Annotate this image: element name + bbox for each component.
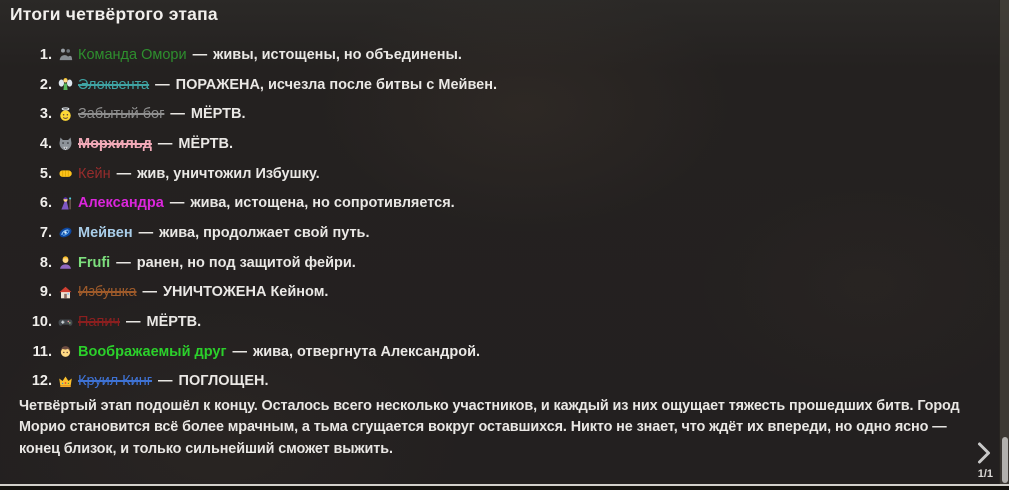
list-item bbox=[0, 188, 1009, 218]
status-text: ПОРАЖЕНА, исчезла после битвы с Мейвен. bbox=[175, 76, 498, 93]
separator-dash: — bbox=[157, 135, 173, 152]
participant bbox=[54, 106, 164, 122]
status-text: ПОГЛОЩЕН. bbox=[178, 373, 269, 390]
cyclone-icon bbox=[58, 225, 73, 240]
chevron-right-icon[interactable] bbox=[976, 441, 992, 465]
participant-name: Морхильд bbox=[78, 135, 152, 152]
list-item bbox=[0, 307, 1009, 337]
participant-name: Папич bbox=[78, 314, 120, 331]
item-number: 7. bbox=[39, 224, 52, 241]
participant bbox=[54, 344, 226, 360]
fairy-icon bbox=[58, 77, 73, 92]
item-number: 8. bbox=[39, 254, 52, 271]
participant bbox=[54, 195, 164, 211]
participant bbox=[54, 77, 149, 93]
list-item bbox=[0, 337, 1009, 367]
separator-dash: — bbox=[138, 224, 154, 241]
participant-name: Мейвен bbox=[78, 224, 133, 241]
participant bbox=[54, 47, 187, 63]
status-text: МЁРТВ. bbox=[190, 106, 246, 123]
separator-dash: — bbox=[169, 195, 185, 212]
separator-dash: — bbox=[126, 314, 141, 331]
list-item bbox=[0, 129, 1009, 159]
participant bbox=[54, 255, 110, 271]
list-item bbox=[0, 367, 1009, 397]
status-text: живы, истощены, но объединены. bbox=[213, 46, 462, 63]
game-controller-icon bbox=[58, 315, 73, 330]
participant-name: Элоквента bbox=[78, 76, 150, 93]
face-with-halo-icon bbox=[58, 107, 73, 122]
item-number: 2. bbox=[39, 76, 52, 93]
participant-name: Frufi bbox=[78, 254, 111, 271]
separator-dash: — bbox=[192, 46, 208, 63]
status-text: жива, отвергнута Александрой. bbox=[252, 343, 481, 360]
list-item bbox=[0, 218, 1009, 248]
separator-dash: — bbox=[116, 254, 131, 271]
participant-name: Круил Кинг bbox=[78, 373, 153, 390]
item-number: 3. bbox=[39, 106, 52, 123]
participant-name: Избушка bbox=[78, 284, 137, 301]
separator-dash: — bbox=[170, 106, 185, 123]
participant bbox=[54, 314, 120, 330]
item-number: 4. bbox=[39, 135, 52, 152]
girl-icon bbox=[58, 344, 73, 359]
participant-name: Александра bbox=[78, 195, 164, 212]
status-text: жива, истощена, но сопротивляется. bbox=[190, 195, 455, 212]
separator-dash: — bbox=[232, 343, 247, 360]
separator-dash: — bbox=[142, 284, 158, 301]
separator-dash: — bbox=[116, 165, 132, 182]
crown-icon bbox=[58, 374, 73, 389]
separator-dash: — bbox=[158, 373, 173, 390]
status-text: ранен, но под защитой фейри. bbox=[136, 254, 356, 271]
participant bbox=[54, 136, 152, 152]
list-item bbox=[0, 70, 1009, 100]
status-text: жив, уничтожил Избушку. bbox=[137, 165, 320, 182]
participant-name: Кейн bbox=[78, 165, 111, 182]
fist-icon bbox=[58, 166, 73, 181]
wolf-icon bbox=[58, 136, 73, 151]
participant-name: Команда Омори bbox=[78, 46, 187, 63]
page-indicator: 1/1 bbox=[977, 468, 993, 480]
people-hugging-icon bbox=[58, 47, 73, 62]
participant-name: Забытый бог bbox=[78, 106, 165, 123]
results-list bbox=[0, 40, 1009, 396]
status-text: МЁРТВ. bbox=[178, 135, 234, 152]
scrollbar-thumb[interactable] bbox=[1002, 437, 1008, 483]
house-icon bbox=[58, 285, 73, 300]
scrollbar-track[interactable] bbox=[999, 0, 1009, 484]
page-title: Итоги четвёртого этапа bbox=[10, 4, 218, 24]
list-item bbox=[0, 99, 1009, 129]
item-number: 9. bbox=[39, 284, 52, 301]
person-blonde-icon bbox=[58, 255, 73, 270]
item-number: 1. bbox=[39, 46, 52, 63]
list-item bbox=[0, 159, 1009, 189]
item-number: 12. bbox=[31, 373, 52, 390]
mage-icon bbox=[58, 196, 73, 211]
list-item bbox=[0, 248, 1009, 278]
participant bbox=[54, 225, 133, 241]
list-item bbox=[0, 40, 1009, 70]
list-item bbox=[0, 278, 1009, 308]
participant bbox=[54, 373, 152, 389]
status-text: УНИЧТОЖЕНА Кейном. bbox=[163, 284, 329, 301]
status-text: жива, продолжает свой путь. bbox=[159, 224, 370, 241]
item-number: 6. bbox=[39, 195, 52, 212]
item-number: 5. bbox=[39, 165, 52, 182]
participant bbox=[54, 284, 137, 300]
item-number: 10. bbox=[31, 314, 52, 331]
participant-name: Воображаемый друг bbox=[78, 343, 227, 360]
epilogue-text: Четвёртый этап подошёл к концу. Осталось всего несколько участников, и каждый из них ощущает тяжесть прошедших битв. Город Морио становится всё более мрачным, а тьма сгущается вокруг оставшихся. Никто не знает, что ждёт их впереди, но одно ясно — конец близок, и только сильнейший сможет выжить. bbox=[19, 398, 960, 457]
status-text: МЁРТВ. bbox=[146, 314, 202, 331]
participant bbox=[54, 166, 111, 182]
item-number: 11. bbox=[32, 343, 52, 360]
separator-dash: — bbox=[155, 76, 170, 93]
bottom-edge bbox=[0, 486, 1009, 490]
